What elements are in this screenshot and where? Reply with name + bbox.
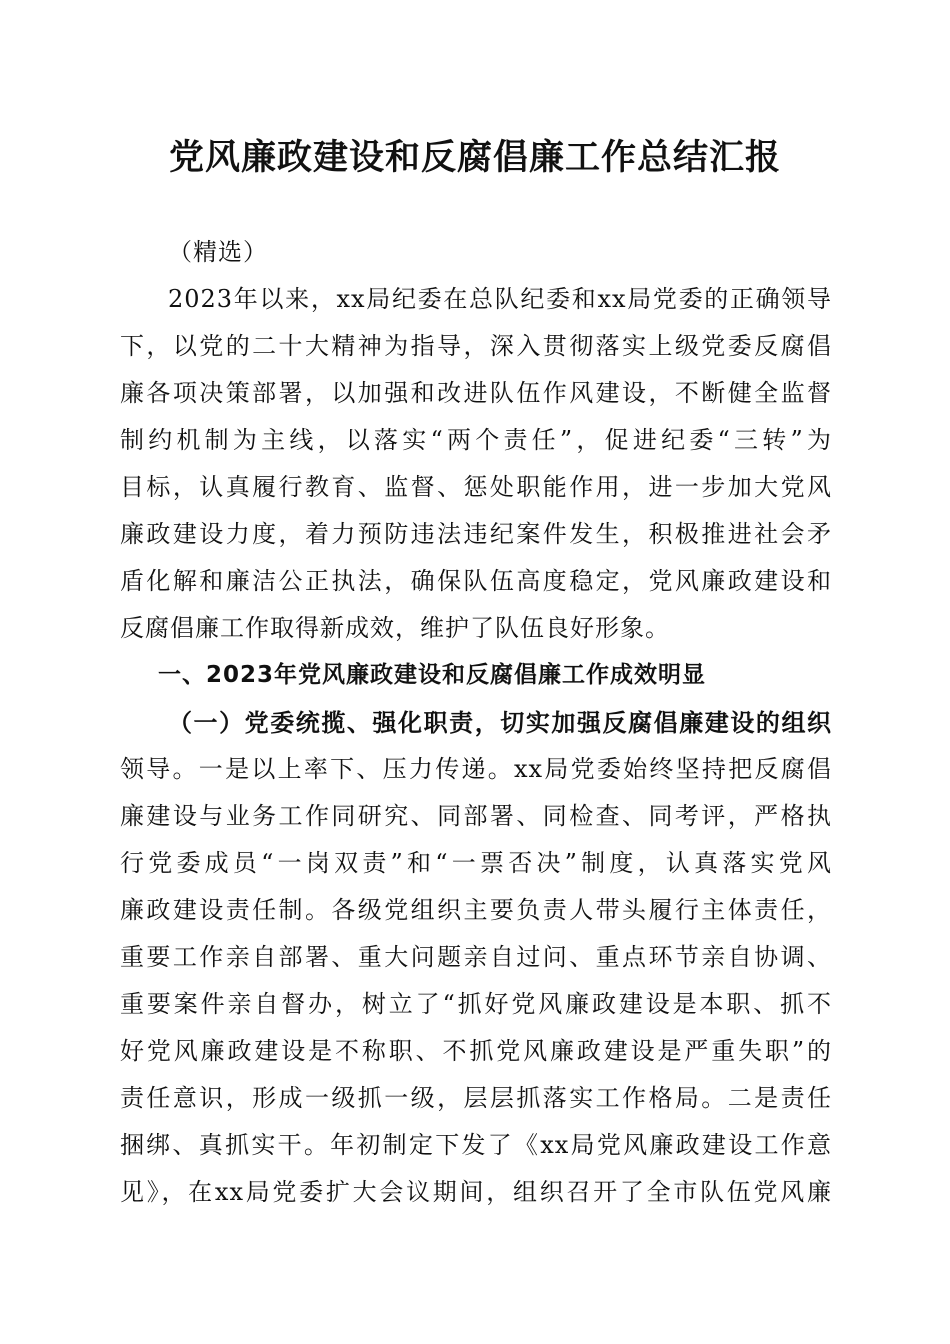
intro-line: 廉各项决策部署，以加强和改进队伍作风建设，不断健全监督 xyxy=(120,379,832,407)
paragraph-line: 好党风廉政建设是不称职、不抓党风廉政建设是严重失职”的 xyxy=(120,1037,832,1065)
intro-line: 目标，认真履行教育、监督、惩处职能作用，进一步加大党风 xyxy=(120,473,832,501)
intro-line: 反腐倡廉工作取得新成效，维护了队伍良好形象。 xyxy=(120,614,670,642)
intro-line: 制约机制为主线，以落实“两个责任”，促进纪委“三转”为 xyxy=(120,426,832,454)
intro-line: 下，以党的二十大精神为指导，深入贯彻落实上级党委反腐倡 xyxy=(120,332,832,360)
paragraph-line: 责任意识，形成一级抓一级，层层抓落实工作格局。二是责任 xyxy=(120,1084,832,1112)
document-title: 党风廉政建设和反腐倡廉工作总结汇报 xyxy=(168,137,781,178)
section-heading-1: 一、2023年党风廉政建设和反腐倡廉工作成效明显 xyxy=(158,662,707,688)
document-body xyxy=(120,229,832,1216)
paragraph-line: 见》，在xx局党委扩大会议期间，组织召开了全市队伍党风廉 xyxy=(120,1178,832,1206)
paragraph-line: 廉政建设责任制。各级党组织主要负责人带头履行主体责任， xyxy=(120,896,832,924)
paragraph-line: 行党委成员“一岗双责”和“一票否决”制度，认真落实党风 xyxy=(120,849,832,877)
paragraph-line: 捆绑、真抓实干。年初制定下发了《xx局党风廉政建设工作意 xyxy=(120,1131,832,1159)
subsection-heading-1: （一）党委统揽、强化职责，切实加强反腐倡廉建设的组织 xyxy=(168,708,832,737)
intro-line: 2023年以来，xx局纪委在总队纪委和xx局党委的正确领导 xyxy=(168,285,832,313)
intro-line: 盾化解和廉洁公正执法，确保队伍高度稳定，党风廉政建设和 xyxy=(120,567,832,595)
paragraph-line: 廉建设与业务工作同研究、同部署、同检查、同考评，严格执 xyxy=(120,802,832,830)
paragraph-line: 重要工作亲自部署、重大问题亲自过问、重点环节亲自协调、 xyxy=(120,943,832,971)
document-subtitle: （精选） xyxy=(168,238,268,266)
paragraph-line: 重要案件亲自督办，树立了“抓好党风廉政建设是本职、抓不 xyxy=(120,990,832,1018)
intro-line: 廉政建设力度，着力预防违法违纪案件发生，积极推进社会矛 xyxy=(120,520,832,548)
paragraph-line: 领导。一是以上率下、压力传递。xx局党委始终坚持把反腐倡 xyxy=(120,755,832,783)
